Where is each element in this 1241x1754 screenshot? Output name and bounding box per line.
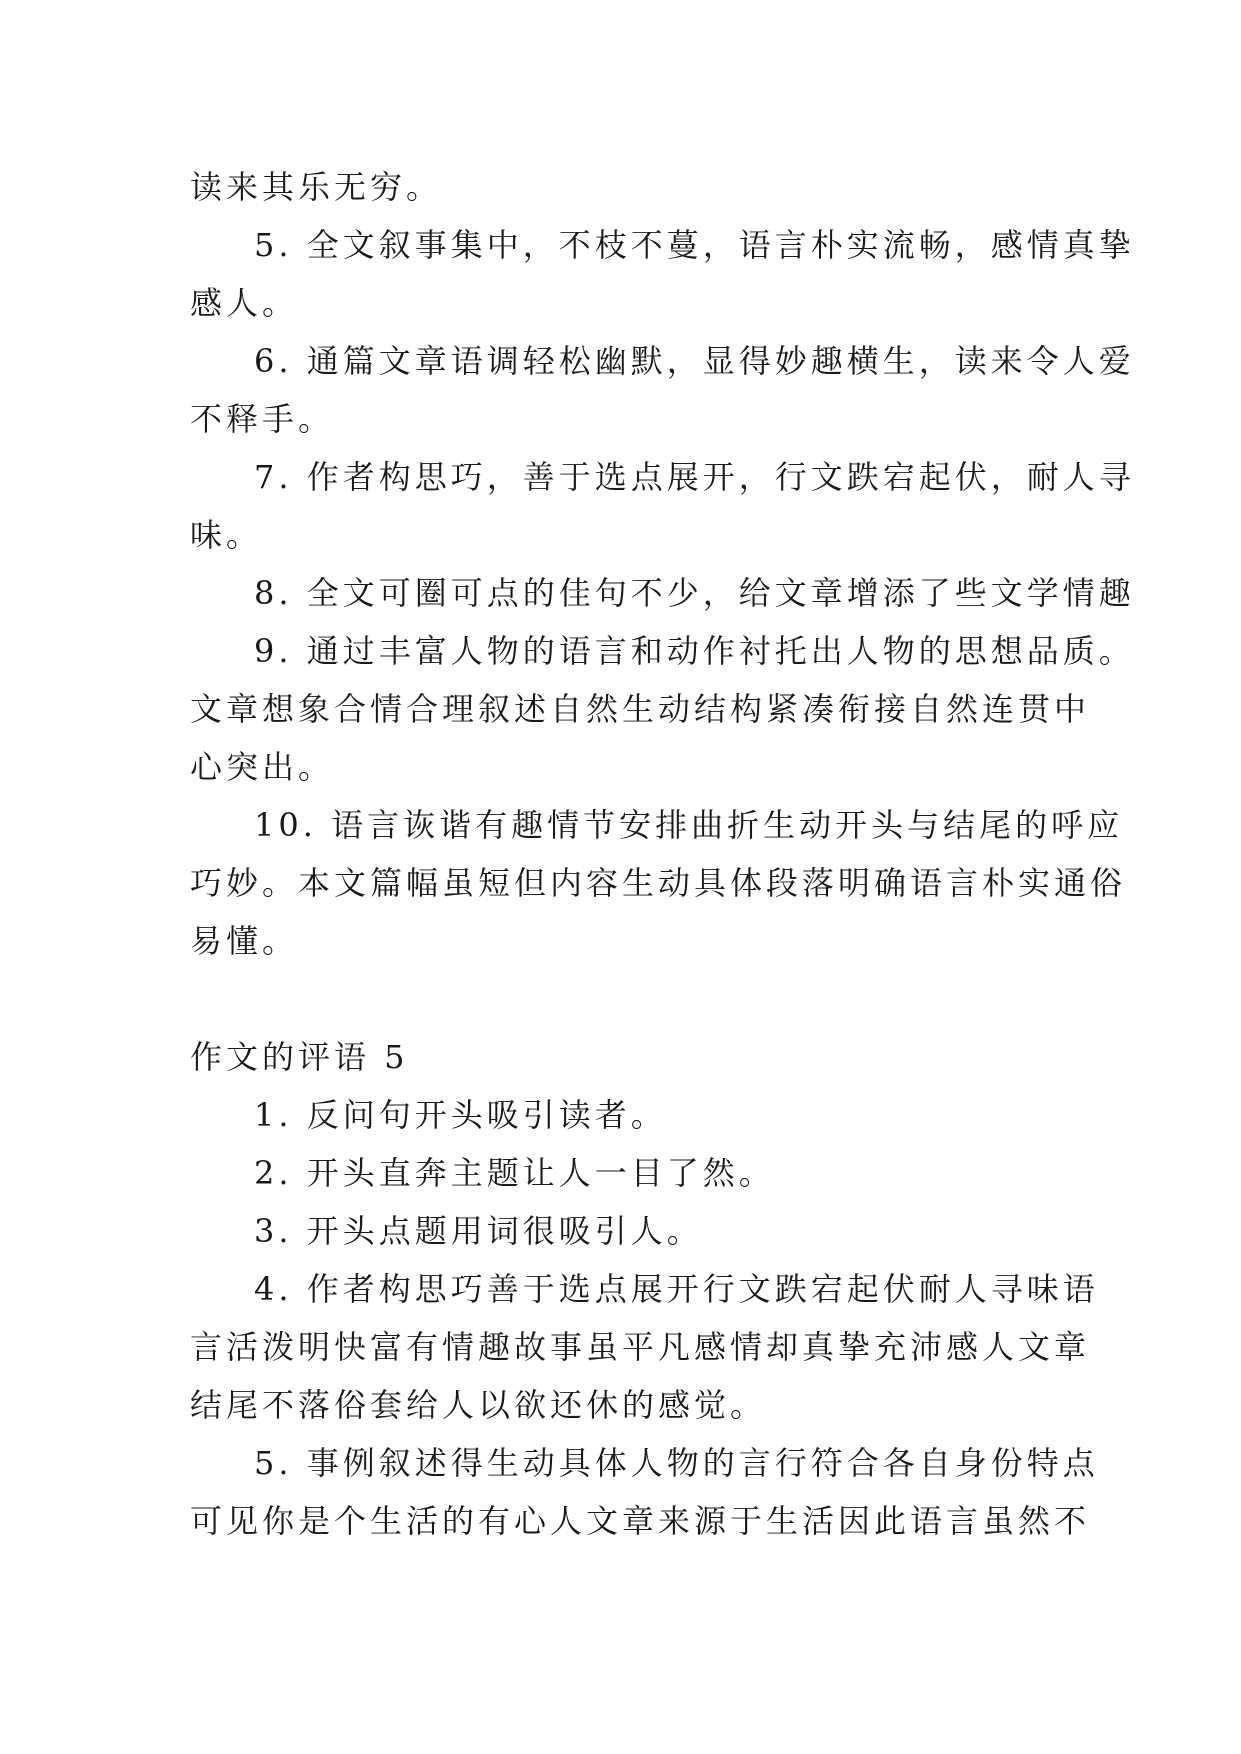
- text-line: 巧妙。本文篇幅虽短但内容生动具体段落明确语言朴实通俗: [190, 864, 1127, 902]
- comment-item-5: 5. 全文叙事集中，不枝不蔓，语言朴实流畅，感情真挚: [254, 226, 1135, 264]
- text-line: 可见你是个生活的有心人文章来源于生活因此语言虽然不: [190, 1502, 1091, 1540]
- section-item-4: 4. 作者构思巧善于选点展开行文跌宕起伏耐人寻味语: [254, 1270, 1099, 1308]
- text-line: 心突出。: [190, 748, 335, 786]
- document-page: [190, 158, 1135, 1550]
- comment-item-9: 9. 通过丰富人物的语言和动作衬托出人物的思想品质。: [254, 632, 1135, 670]
- text-line: 结尾不落俗套给人以欲还休的感觉。: [190, 1386, 767, 1424]
- section-item-3: 3. 开头点题用词很吸引人。: [254, 1212, 703, 1250]
- section-item-1: 1. 反问句开头吸引读者。: [254, 1096, 667, 1134]
- section-item-2: 2. 开头直奔主题让人一目了然。: [254, 1154, 775, 1192]
- comment-item-7: 7. 作者构思巧，善于选点展开，行文跌宕起伏，耐人寻: [254, 458, 1135, 496]
- comment-item-6: 6. 通篇文章语调轻松幽默，显得妙趣横生，读来令人爱: [254, 342, 1135, 380]
- text-line: 言活泼明快富有情趣故事虽平凡感情却真挚充沛感人文章: [190, 1328, 1091, 1366]
- text-line: 不释手。: [190, 400, 335, 438]
- text-line: 读来其乐无穷。: [190, 168, 443, 206]
- section-gap: [190, 970, 1058, 1028]
- comment-item-8: 8. 全文可圈可点的佳句不少，给文章增添了些文学情趣: [254, 574, 1135, 612]
- text-line: 易懂。: [190, 922, 299, 960]
- comment-item-10: 10. 语言诙谐有趣情节安排曲折生动开头与结尾的呼应: [254, 806, 1124, 844]
- section-title: 作文的评语 5: [190, 1038, 409, 1076]
- section-item-5: 5. 事例叙述得生动具体人物的言行符合各自身份特点: [254, 1444, 1099, 1482]
- text-line: 文章想象合情合理叙述自然生动结构紧凑衔接自然连贯中: [190, 690, 1091, 728]
- text-line: 感人。: [190, 284, 299, 322]
- text-line: 味。: [190, 516, 263, 554]
